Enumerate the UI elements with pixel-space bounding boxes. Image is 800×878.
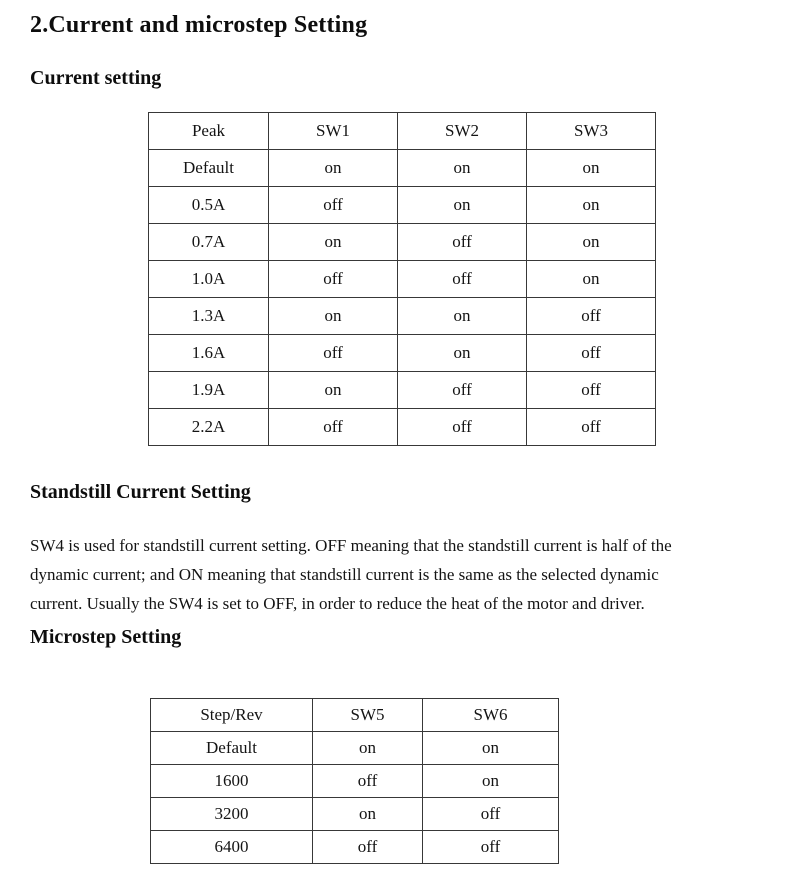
table-cell: on xyxy=(423,765,559,798)
table-row xyxy=(149,298,656,335)
table-cell: off xyxy=(269,261,398,298)
table-cell: on xyxy=(313,732,423,765)
table-cell: 1600 xyxy=(151,765,313,798)
table-cell: off xyxy=(313,765,423,798)
table-row xyxy=(151,798,559,831)
paragraph-line: SW4 is used for standstill current setting. OFF meaning that the standstill current is half of the xyxy=(30,536,672,555)
table-cell: 3200 xyxy=(151,798,313,831)
table-cell: on xyxy=(527,261,656,298)
standstill-paragraph xyxy=(30,531,790,618)
table-header-cell: SW5 xyxy=(313,699,423,732)
table-cell: off xyxy=(527,298,656,335)
table-cell: 0.7A xyxy=(149,224,269,261)
table-cell: 1.3A xyxy=(149,298,269,335)
table-cell: on xyxy=(527,187,656,224)
table-cell: off xyxy=(269,187,398,224)
table-cell: off xyxy=(423,798,559,831)
table-cell: on xyxy=(423,732,559,765)
table-cell: off xyxy=(269,409,398,446)
table-cell: 0.5A xyxy=(149,187,269,224)
paragraph-line: current. Usually the SW4 is set to OFF, in order to reduce the heat of the motor and driver. xyxy=(30,594,645,613)
table-cell: on xyxy=(527,224,656,261)
table-row xyxy=(149,261,656,298)
table-cell: on xyxy=(398,298,527,335)
current-setting-heading: Current setting xyxy=(30,67,162,89)
table-cell: on xyxy=(269,298,398,335)
microstep-setting-heading: Microstep Setting xyxy=(30,626,182,648)
table-row xyxy=(149,409,656,446)
table-cell: on xyxy=(269,150,398,187)
table-header-cell: Peak xyxy=(149,113,269,150)
table-row xyxy=(149,150,656,187)
table-cell: on xyxy=(398,335,527,372)
table-cell: off xyxy=(527,335,656,372)
table-cell: off xyxy=(398,261,527,298)
table-header-cell: SW1 xyxy=(269,113,398,150)
table-cell: off xyxy=(527,372,656,409)
table-cell: off xyxy=(398,372,527,409)
table-row xyxy=(149,372,656,409)
table-cell: 1.0A xyxy=(149,261,269,298)
table-cell: Default xyxy=(149,150,269,187)
table-header-row xyxy=(149,113,656,150)
table-cell: 1.9A xyxy=(149,372,269,409)
table-cell: on xyxy=(269,224,398,261)
table-cell: 1.6A xyxy=(149,335,269,372)
table-header-cell: Step/Rev xyxy=(151,699,313,732)
table-cell: 2.2A xyxy=(149,409,269,446)
table-row xyxy=(149,224,656,261)
table-cell: on xyxy=(313,798,423,831)
table-row xyxy=(151,732,559,765)
table-row xyxy=(149,335,656,372)
section-title: 2.Current and microstep Setting xyxy=(30,12,368,38)
microstep-setting-table xyxy=(150,698,559,864)
current-setting-table xyxy=(148,112,656,446)
table-row xyxy=(149,187,656,224)
table-cell: off xyxy=(398,224,527,261)
table-cell: on xyxy=(398,150,527,187)
table-cell: on xyxy=(527,150,656,187)
table-cell: 6400 xyxy=(151,831,313,864)
table-cell: off xyxy=(398,409,527,446)
table-cell: off xyxy=(527,409,656,446)
table-cell: on xyxy=(269,372,398,409)
table-cell: Default xyxy=(151,732,313,765)
table-cell: on xyxy=(398,187,527,224)
table-header-cell: SW3 xyxy=(527,113,656,150)
standstill-current-heading: Standstill Current Setting xyxy=(30,481,251,503)
paragraph-line: dynamic current; and ON meaning that standstill current is the same as the selected dynamic xyxy=(30,565,659,584)
table-header-row xyxy=(151,699,559,732)
table-cell: off xyxy=(269,335,398,372)
table-cell: off xyxy=(313,831,423,864)
table-header-cell: SW2 xyxy=(398,113,527,150)
table-row xyxy=(151,765,559,798)
table-row xyxy=(151,831,559,864)
table-cell: off xyxy=(423,831,559,864)
table-header-cell: SW6 xyxy=(423,699,559,732)
